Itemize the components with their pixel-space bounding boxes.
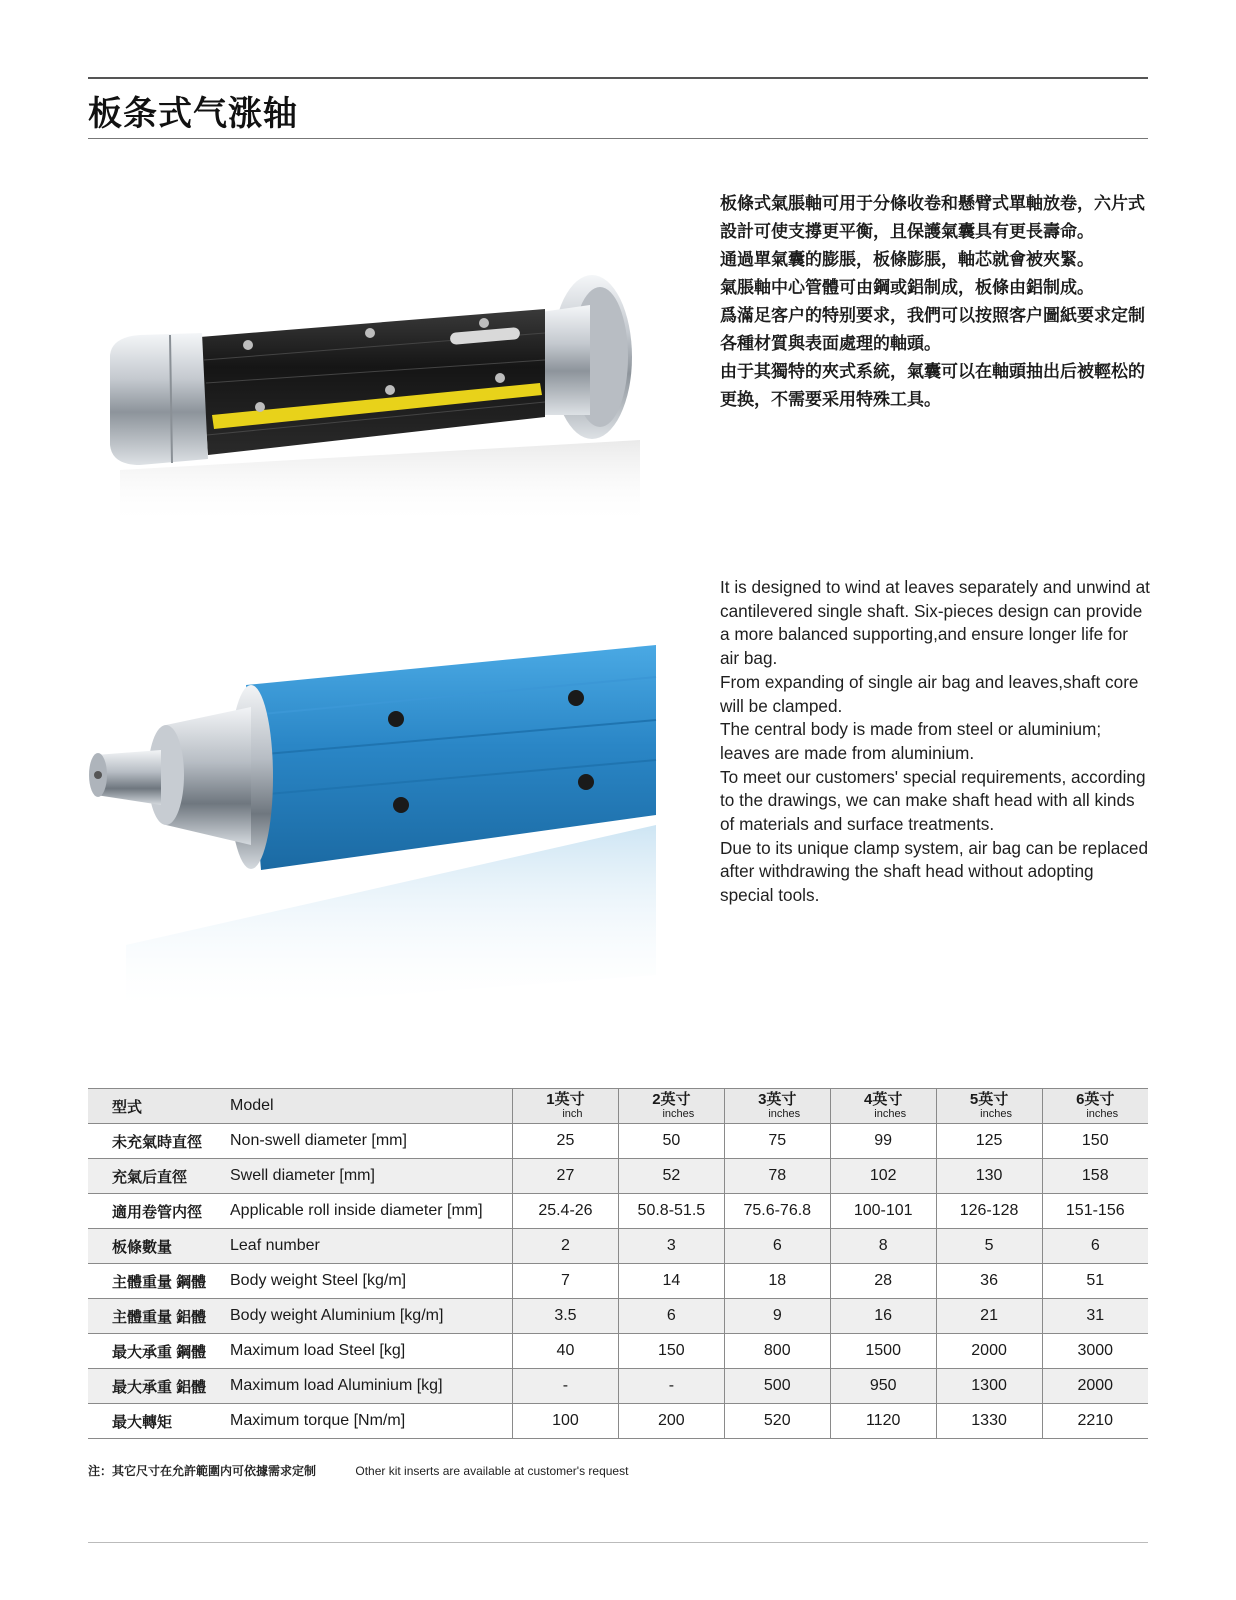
en-paragraph: To meet our customers' special requirements, according to the drawings, we can make shaft head with all kinds of materials and surface treatments. (720, 766, 1146, 835)
row-label-cn: 適用卷管内徑 (88, 1194, 230, 1229)
table-cell: 28 (830, 1264, 936, 1299)
table-cell: 126-128 (936, 1194, 1042, 1229)
header-size (618, 1089, 724, 1124)
table-cell: 520 (724, 1404, 830, 1439)
table-row (88, 1194, 1148, 1229)
table-cell: 3.5 (513, 1299, 619, 1334)
cn-paragraph: 爲滿足客户的特别要求，我們可以按照客户圖紙要求定制各種材質與表面處理的軸頭。 (720, 306, 1145, 354)
footnote-en: Other kit inserts are available at customer's request (355, 1464, 629, 1478)
table-cell: 18 (724, 1264, 830, 1299)
cn-paragraph: 通過單氣囊的膨脹，板條膨脹，軸芯就會被夾緊。 (720, 250, 1094, 270)
table-cell: 100-101 (830, 1194, 936, 1229)
header-size (830, 1089, 936, 1124)
table-cell: 2000 (1042, 1369, 1148, 1404)
row-label-en: Swell diameter [mm] (230, 1159, 513, 1194)
table-cell: 1120 (830, 1404, 936, 1439)
row-label-en: Leaf number (230, 1229, 513, 1264)
table-cell: 2000 (936, 1334, 1042, 1369)
table-cell: 27 (513, 1159, 619, 1194)
footnote-cn: 注：其它尺寸在允許範圍内可依據需求定制 (88, 1464, 317, 1478)
row-label-en: Body weight Aluminium [kg/m] (230, 1299, 513, 1334)
table-row (88, 1124, 1148, 1159)
top-rule (88, 77, 1148, 79)
table-header-row (88, 1089, 1148, 1124)
row-label-cn: 主體重量 鋼體 (88, 1264, 230, 1299)
row-label-cn: 最大承重 鋁體 (88, 1369, 230, 1404)
bottom-rule (88, 1542, 1148, 1543)
row-label-cn: 未充氣時直徑 (88, 1124, 230, 1159)
cn-paragraph: 氣脹軸中心管體可由鋼或鋁制成，板條由鋁制成。 (720, 278, 1094, 298)
table-row (88, 1229, 1148, 1264)
table-cell: 52 (618, 1159, 724, 1194)
table-cell: 31 (1042, 1299, 1148, 1334)
header-size (513, 1089, 619, 1124)
table-cell: 3000 (1042, 1334, 1148, 1369)
size-cn: 6英寸 (1076, 1091, 1115, 1108)
table-cell: 75 (724, 1124, 830, 1159)
row-label-en: Body weight Steel [kg/m] (230, 1264, 513, 1299)
row-label-en: Maximum torque [Nm/m] (230, 1404, 513, 1439)
chinese-description (720, 190, 1150, 414)
table-cell: 130 (936, 1159, 1042, 1194)
table-row (88, 1299, 1148, 1334)
table-row (88, 1334, 1148, 1369)
row-label-cn: 最大轉矩 (88, 1404, 230, 1439)
header-size (1042, 1089, 1148, 1124)
row-label-en: Non-swell diameter [mm] (230, 1124, 513, 1159)
table-cell: - (513, 1369, 619, 1404)
table-cell: 125 (936, 1124, 1042, 1159)
table-cell: 78 (724, 1159, 830, 1194)
size-en: inches (980, 1108, 1012, 1120)
black-air-shaft-image (100, 265, 660, 535)
table-cell: 158 (1042, 1159, 1148, 1194)
title-rule (88, 138, 1148, 139)
row-label-cn: 充氣后直徑 (88, 1159, 230, 1194)
table-cell: 50 (618, 1124, 724, 1159)
table-cell: 5 (936, 1229, 1042, 1264)
row-label-cn: 板條數量 (88, 1229, 230, 1264)
table-cell: 3 (618, 1229, 724, 1264)
table-cell: 75.6-76.8 (724, 1194, 830, 1229)
header-size (936, 1089, 1042, 1124)
blue-air-shaft-image (86, 645, 666, 1025)
table-cell: 9 (724, 1299, 830, 1334)
size-en: inches (768, 1108, 801, 1120)
table-row (88, 1404, 1148, 1439)
table-cell: 1300 (936, 1369, 1042, 1404)
footnote (88, 1462, 628, 1479)
size-cn: 2英寸 (652, 1091, 691, 1108)
table-cell: 950 (830, 1369, 936, 1404)
table-cell: 21 (936, 1299, 1042, 1334)
table-cell: 14 (618, 1264, 724, 1299)
en-paragraph: The central body is made from steel or aluminium; leaves are made from aluminium. (720, 719, 1102, 763)
table-cell: 1330 (936, 1404, 1042, 1439)
table-cell: 25.4-26 (513, 1194, 619, 1229)
header-size (724, 1089, 830, 1124)
table-cell: 36 (936, 1264, 1042, 1299)
table-cell: 100 (513, 1404, 619, 1439)
size-cn: 4英寸 (864, 1091, 903, 1108)
row-label-en: Applicable roll inside diameter [mm] (230, 1194, 513, 1229)
size-en: inches (1086, 1108, 1119, 1120)
size-cn: 1英寸 (546, 1091, 585, 1108)
table-cell: 2 (513, 1229, 619, 1264)
row-label-en: Maximum load Aluminium [kg] (230, 1369, 513, 1404)
table-cell: 6 (618, 1299, 724, 1334)
english-description (720, 576, 1150, 908)
cn-paragraph: 由于其獨特的夾式系統，氣囊可以在軸頭抽出后被輕松的更换，不需要采用特殊工具。 (720, 362, 1145, 410)
table-cell: 25 (513, 1124, 619, 1159)
table-cell: 6 (724, 1229, 830, 1264)
table-cell: 151-156 (1042, 1194, 1148, 1229)
size-cn: 5英寸 (969, 1091, 1009, 1108)
cn-paragraph: 板條式氣脹軸可用于分條收卷和懸臂式單軸放卷，六片式設計可使支撐更平衡，且保護氣囊具有更長壽命。 (720, 194, 1145, 242)
table-cell: 150 (1042, 1124, 1148, 1159)
size-cn: 3英寸 (758, 1091, 797, 1108)
en-paragraph: It is designed to wind at leaves separately and unwind at cantilevered single shaft. Six-pieces design can provide a more balanced supporting,and ensure longer life for air bag. (720, 577, 1150, 669)
table-cell: 40 (513, 1334, 619, 1369)
table-cell: 2210 (1042, 1404, 1148, 1439)
table-cell: 51 (1042, 1264, 1148, 1299)
table-cell: - (618, 1369, 724, 1404)
table-cell: 500 (724, 1369, 830, 1404)
table-cell: 200 (618, 1404, 724, 1439)
table-cell: 1500 (830, 1334, 936, 1369)
page-title: 板条式气涨轴 (88, 94, 298, 134)
table-cell: 99 (830, 1124, 936, 1159)
size-en: inches (874, 1108, 907, 1120)
table-cell: 6 (1042, 1229, 1148, 1264)
table-cell: 7 (513, 1264, 619, 1299)
size-en: inch (562, 1108, 583, 1120)
en-paragraph: Due to its unique clamp system, air bag can be replaced after withdrawing the shaft head without adopting special tools. (720, 837, 1149, 906)
row-label-en: Maximum load Steel [kg] (230, 1334, 513, 1369)
table-cell: 50.8-51.5 (618, 1194, 724, 1229)
row-label-cn: 最大承重 鋼體 (88, 1334, 230, 1369)
row-label-cn: 主體重量 鋁體 (88, 1299, 230, 1334)
table-row (88, 1159, 1148, 1194)
table-cell: 150 (618, 1334, 724, 1369)
table-row (88, 1369, 1148, 1404)
en-paragraph: From expanding of single air bag and leaves,shaft core will be clamped. (720, 671, 1139, 716)
size-en: inches (662, 1108, 695, 1120)
table-cell: 800 (724, 1334, 830, 1369)
header-model-cn: 型式 (88, 1089, 230, 1124)
header-model-en: Model (230, 1089, 513, 1124)
specification-table (88, 1088, 1148, 1439)
table-cell: 102 (830, 1159, 936, 1194)
table-row (88, 1264, 1148, 1299)
table-cell: 8 (830, 1229, 936, 1264)
table-cell: 16 (830, 1299, 936, 1334)
